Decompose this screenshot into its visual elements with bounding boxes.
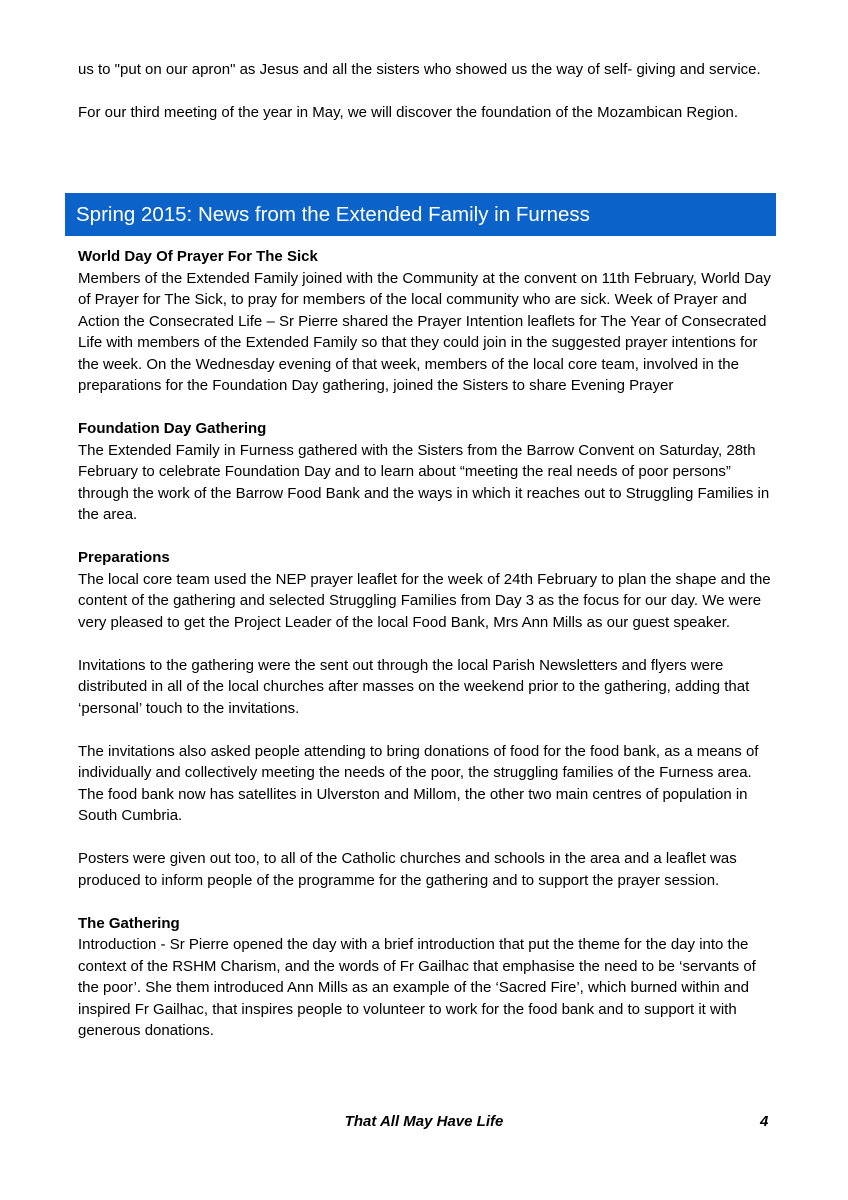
heading-foundation-day: Foundation Day Gathering: [78, 420, 267, 437]
paragraph-preparations-3: The invitations also asked people attending to bring donations of food for the food bank, as a means of individually and collectively meeting the needs of the poor, the struggling families of the Furness area. The food bank now has satellites in Ulverston and Millom, the other two main centres of population in South Cumbria.: [78, 742, 759, 824]
intro-paragraph-2: For our third meeting of the year in May, we will discover the foundation of the Mozambican Region.: [78, 104, 739, 121]
paragraph-preparations-1: The local core team used the NEP prayer leaflet for the week of 24th February to plan the shape and the content of the gathering and selected Struggling Families from Day 3 as the focus for our day. We were very pleased to get the Project Leader of the local Food Bank, Mrs Ann Mills as our guest speaker.: [78, 570, 771, 631]
article-body: [78, 246, 778, 1042]
page-number: 4: [760, 1113, 769, 1130]
intro-paragraph-1: us to "put on our apron" as Jesus and all the sisters who showed us the way of self- giving and service.: [78, 61, 761, 78]
paragraph-world-day: Members of the Extended Family joined with the Community at the convent on 11th February, World Day of Prayer for The Sick, to pray for members of the local community who are sick. Week of Prayer and Action the Consecrated Life – Sr Pierre shared the Prayer Intention leaflets for The Year of Consecrated Life with members of the Extended Family so that they could join in the suggested prayer intentions for the week. On the Wednesday evening of that week, members of the local core team, involved in the preparations for the Foundation Day gathering, joined the Sisters to share Evening Prayer: [78, 269, 771, 394]
paragraph-preparations-2: Invitations to the gathering were the sent out through the local Parish Newsletters and flyers were distributed in all of the local churches after masses on the weekend prior to the gathering, adding that ‘personal’ touch to the invitations.: [78, 656, 750, 717]
paragraph-preparations-4: Posters were given out too, to all of the Catholic churches and schools in the area and a leaflet was produced to inform people of the programme for the gathering and to support the prayer session.: [78, 850, 737, 889]
paragraph-gathering: Introduction - Sr Pierre opened the day with a brief introduction that put the theme for the day into the context of the RSHM Charism, and the words of Fr Gailhac that emphasise the need to be ‘servants of the poor’. She them introduced Ann Mills as an example of the ‘Sacred Fire’, which burned within and inspired Fr Gailhac, that inspires people to volunteer to work for the food bank and to support it with generous donations.: [78, 936, 756, 1039]
heading-gathering: The Gathering: [78, 914, 180, 932]
paragraph-foundation-day: The Extended Family in Furness gathered with the Sisters from the Barrow Convent on Saturday, 28th February to celebrate Foundation Day and to learn about “meeting the real needs of poor persons” through the work of the Barrow Food Bank and the ways in which it reaches out to Struggling Families in the area.: [78, 441, 770, 523]
heading-world-day: World Day Of Prayer For The Sick: [78, 248, 318, 265]
footer-title: That All May Have Life: [344, 1113, 504, 1130]
intro-text: [78, 59, 778, 124]
heading-preparations: Preparations: [78, 549, 170, 566]
section-banner: Spring 2015: News from the Extended Family in Furness: [65, 193, 776, 236]
